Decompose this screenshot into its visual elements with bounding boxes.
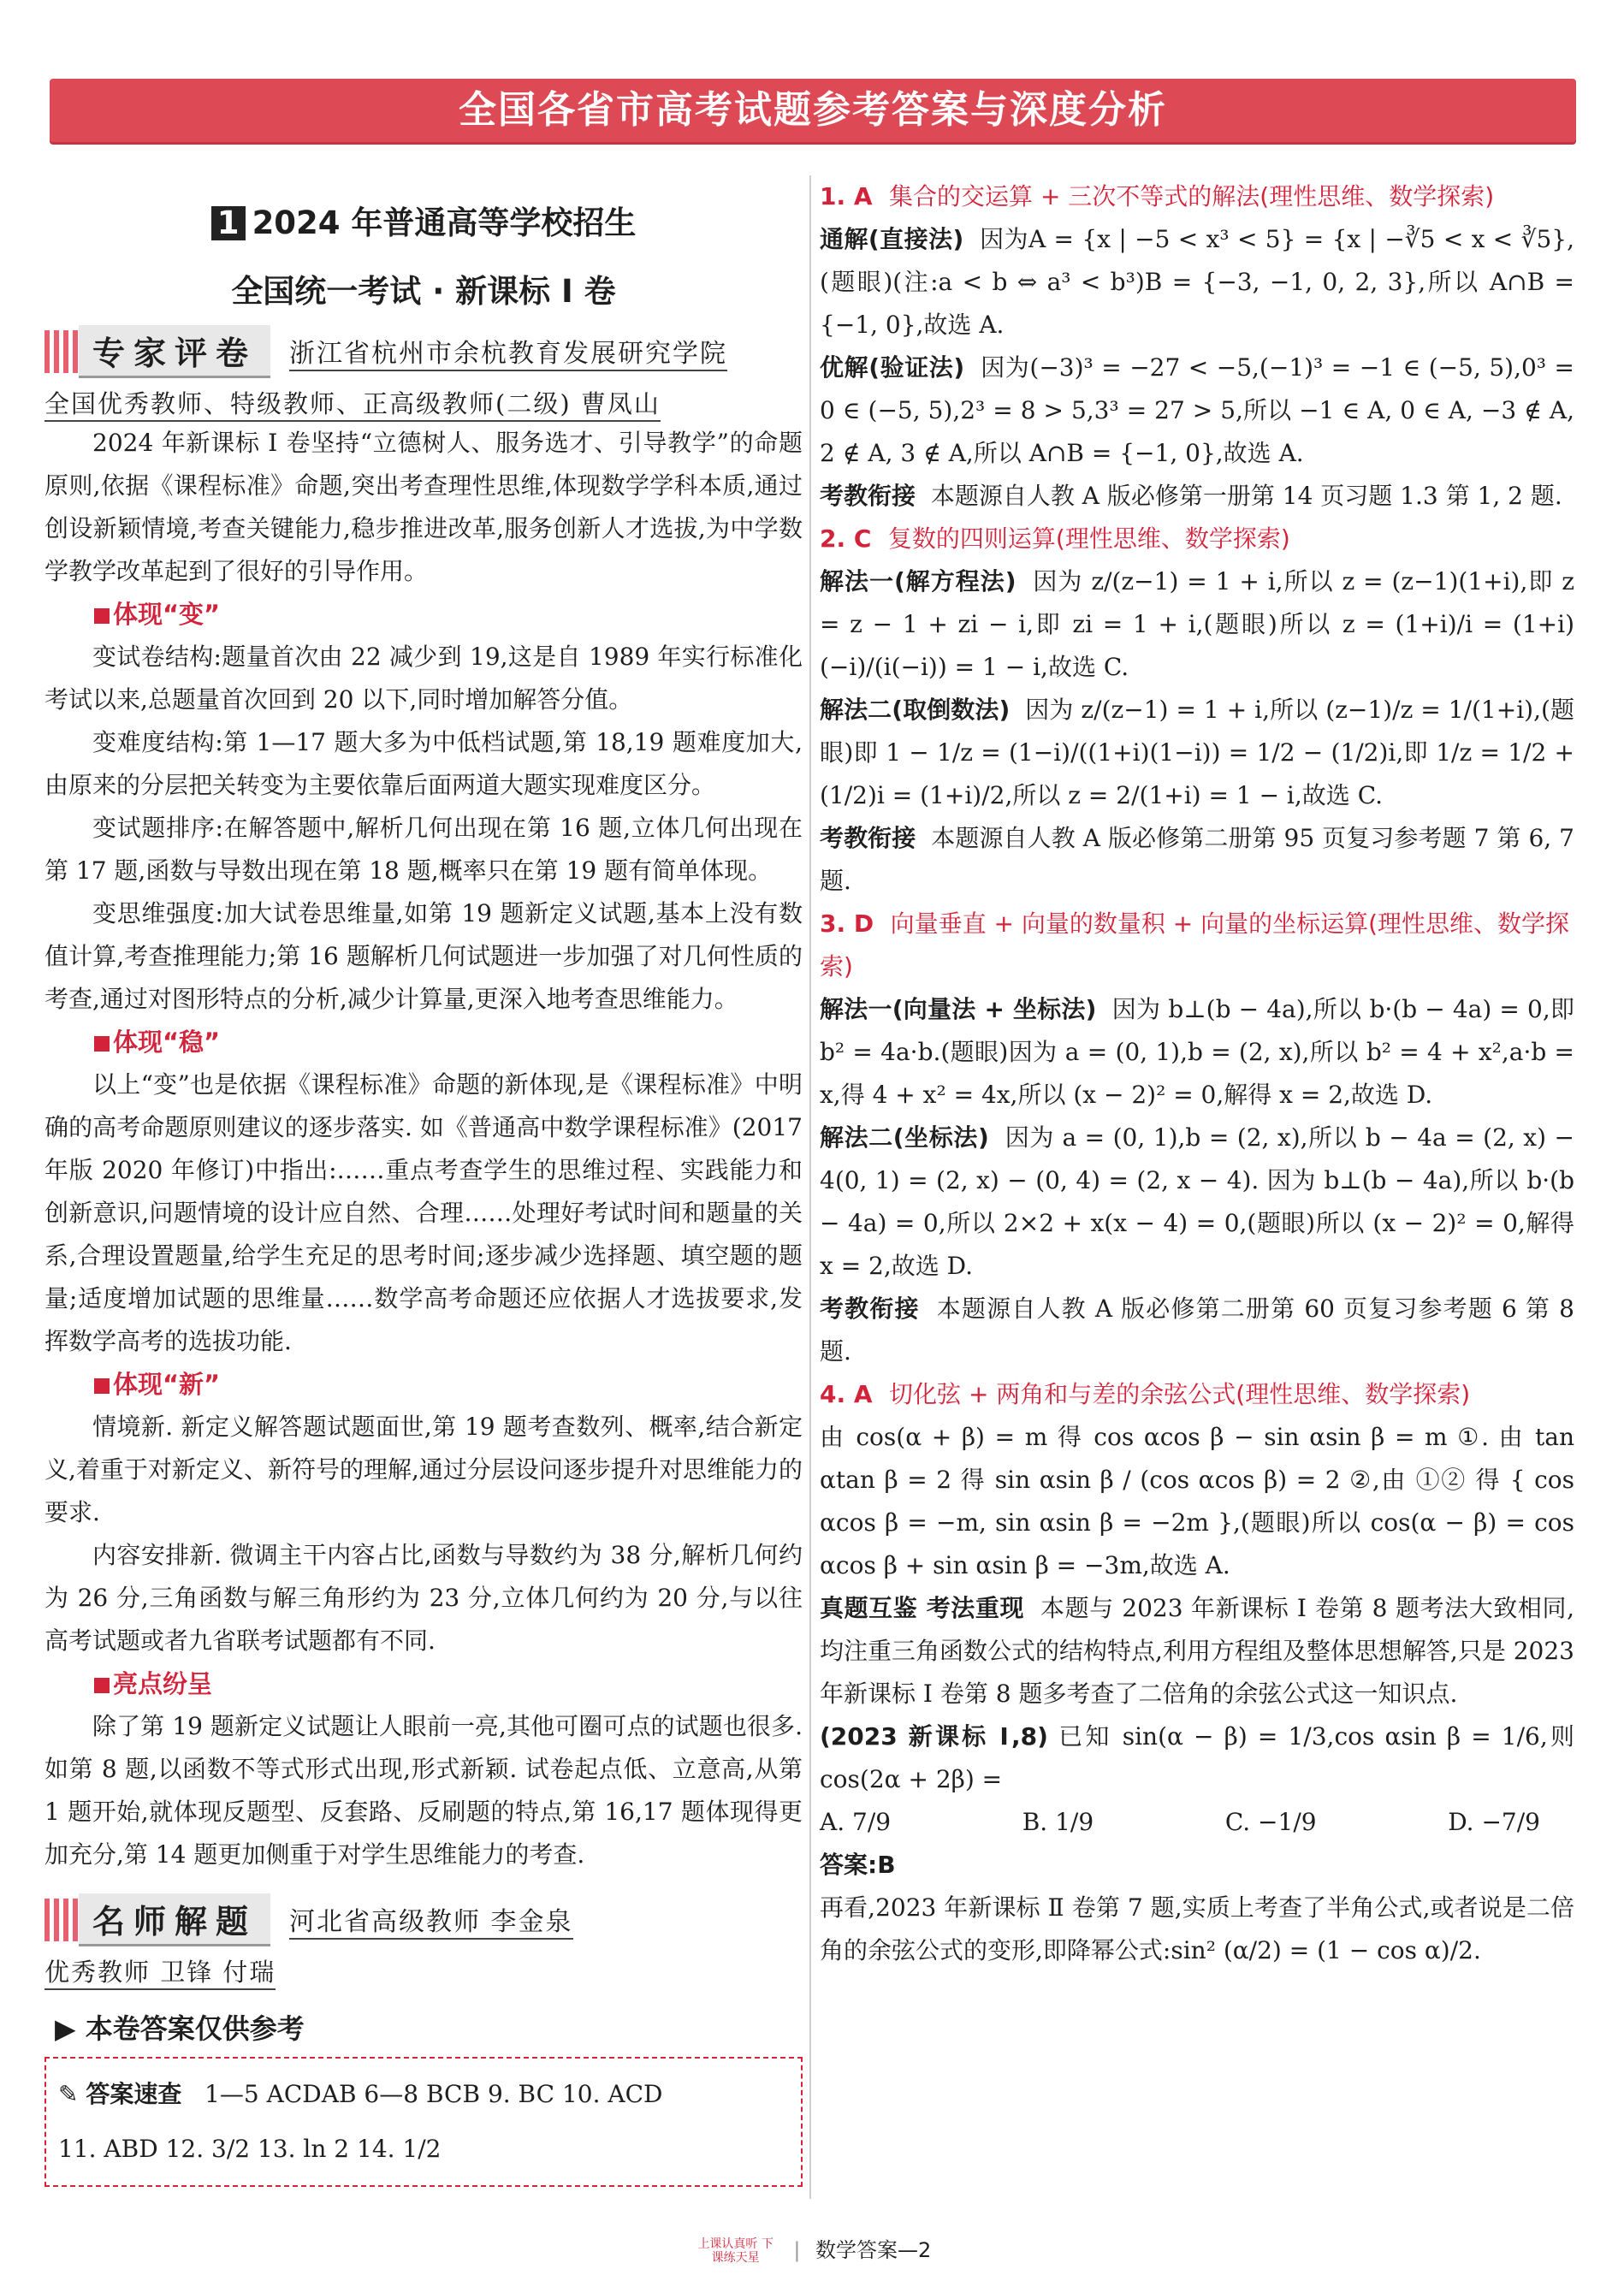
q4-example: (2023 新课标 Ⅰ,8) 已知 sin(α − β) = 1/3,cos αsin β = 1/6,则 cos(2α + 2β) = — [820, 1722, 1574, 1793]
q3-method2: 解法二(坐标法) 因为 a = (0, 1),b = (2, x),所以 b − 4a = (2, x) − 4(0, 1) = (2, x) − (0, 4) = (2, x − 4). 因为 b⊥(b − 4a),所以 b·(b − 4a) = 0,所以 2×2 + x(x − 4) = 0,(题眼)所以 (x − 2)² = 0,解得 x = 2,故选 D. — [820, 1123, 1574, 1280]
column-divider — [809, 175, 811, 2199]
paragraph: 变试卷结构:题量首次由 22 减少到 19,这是自 1989 年实行标准化考试以来,总题量首次回到 20 以下,同时增加解答分值。 — [44, 643, 803, 714]
q1-ref: 考教衔接 本题源自人教 A 版必修第一册第 14 页习题 1.3 第 1, 2 题. — [820, 482, 1562, 510]
option-b: B. 1/9 — [1022, 1808, 1094, 1836]
heading-new: 体现“新” — [94, 1363, 803, 1406]
paper-number: 1 — [211, 206, 246, 240]
q4-tail: 再看,2023 年新课标 Ⅱ 卷第 7 题,实质上考查了半角公式,或者说是二倍角的余弦公式的变形,即降幂公式:sin² (α/2) = (1 − cos α)/2. — [820, 1893, 1574, 1964]
answer-label: 答案速查 — [86, 2080, 182, 2108]
answer-box — [44, 2057, 803, 2187]
paragraph: 除了第 19 题新定义试题让人眼前一亮,其他可圈可点的试题也很多. 如第 8 题,以函数不等式形式出现,形式新颖. 试卷起点低、立意高,从第 1 题开始,就体现反题型、反套路、反刷题的特点,第 16,17 题体现得更加充分,第 14 题更加侧重于对学生思维能力的考查. — [44, 1712, 803, 1869]
teacher-authors: 优秀教师 卫锋 付瑞 — [44, 1953, 276, 1990]
expert-section-header — [44, 325, 803, 378]
page-banner: 全国各省市高考试题参考答案与深度分析 — [50, 79, 1576, 142]
q4-answer: 答案:B — [820, 1851, 896, 1879]
footer-logo: 上课认真听 下课练天星 — [697, 2237, 773, 2265]
q4-solution: 由 cos(α + β) = m 得 cos αcos β − sin αsin β = m ①. 由 tan αtan β = 2 得 sin αsin β / (cos αcos β) = 2 ②,由 ①② 得 { cos αcos β = −m, sin αsin β = −2m },(题眼)所以 cos(α − β) = cos αcos β + sin αsin β = −3m,故选 A. — [820, 1423, 1574, 1579]
q3-ref: 考教衔接 本题源自人教 A 版必修第二册第 60 页复习参考题 6 第 8 题. — [820, 1295, 1574, 1366]
q4-options — [820, 1801, 1574, 1844]
heading-bright: 亮点纷呈 — [94, 1662, 803, 1705]
heading-change: 体现“变” — [94, 593, 803, 636]
teacher-label: 名师解题 — [79, 1893, 270, 1946]
option-a: A. 7/9 — [820, 1808, 892, 1836]
expert-authors: 全国优秀教师、特级教师、正高级教师(二级) 曹凤山 — [44, 385, 661, 422]
paragraph: 变思维强度:加大试卷思维量,如第 19 题新定义试题,基本上没有数值计算,考查推理能力;第 16 题解析几何试题进一步加强了对几何性质的考查,通过对图形特点的分析,减少计算量,更深入地考查思维能力。 — [44, 899, 803, 1013]
q4-head: 4. A 切化弦 + 两角和与差的余弦公式(理性思维、数学探索) — [820, 1380, 1471, 1408]
q2-head: 2. C 复数的四则运算(理性思维、数学探索) — [820, 524, 1290, 553]
pencil-icon: ✎ — [58, 2080, 79, 2108]
paragraph: 情境新. 新定义解答题试题面世,第 19 题考查数列、概率,结合新定义,着重于对新定义、新符号的理解,通过分层设问逐步提升对思维能力的要求. — [44, 1413, 803, 1526]
q3-method1: 解法一(向量法 + 坐标法) 因为 b⊥(b − 4a),所以 b·(b − 4a) = 0,即 b² = 4a·b.(题眼)因为 a = (0, 1),b = (2, x),所以 b² = 4 + x²,a·b = x,得 4 + x² = 4x,所以 (x − 2)² = 0,解得 x = 2,故选 D. — [820, 995, 1574, 1109]
heading-stable: 体现“稳” — [94, 1021, 803, 1063]
expert-label: 专家评卷 — [79, 325, 270, 378]
stripe-decoration — [44, 330, 79, 373]
q2-method1: 解法一(解方程法) 因为 z/(z−1) = 1 + i,所以 z = (z−1)(1+i),即 z = z − 1 + zi − i,即 zi = 1 + i,(题眼)所以 z = (1+i)/i = (1+i)(−i)/(i(−i)) = 1 − i,故选 C. — [820, 567, 1574, 681]
q1-method1: 通解(直接法) 因为A = {x | −5 < x³ < 5} = {x | −∛5 < x < ∛5},(题眼)(注:a < b ⇔ a³ < b³)B = {−3, −1, 0, 2, 3},所以 A∩B = {−1, 0},故选 A. — [820, 225, 1574, 339]
q2-method2: 解法二(取倒数法) 因为 z/(z−1) = 1 + i,所以 (z−1)/z = 1/(1+i),(题眼)即 1 − 1/z = (1−i)/((1+i)(1−i)) = 1/2 − (1/2)i,即 1/z = 1/2 + (1/2)i = (1+i)/2,所以 z = 2/(1+i) = 1 − i,故选 C. — [820, 696, 1574, 809]
q4-compare: 真题互鉴 考法重现 本题与 2023 年新课标 Ⅰ 卷第 8 题考法大致相同,均注重三角函数公式的结构特点,利用方程组及整体思想解答,只是 2023 年新课标 Ⅰ 卷第 8 题多考查了二倍角的余弦公式这一知识点. — [820, 1594, 1574, 1708]
answer-row-1: ✎ 答案速查 1—5 ACDAB 6—8 BCB 9. BC 10. ACD — [58, 2080, 663, 2108]
answer-row-2: 11. ABD 12. 3/2 13. ln 2 14. 1/2 — [58, 2135, 442, 2163]
right-column — [820, 175, 1574, 1972]
q1-head: 1. A 集合的交运算 + 三次不等式的解法(理性思维、数学探索) — [820, 182, 1495, 210]
q3-head: 3. D 向量垂直 + 向量的数量积 + 向量的坐标运算(理性思维、数学探索) — [820, 909, 1570, 981]
expert-org: 浙江省杭州市余杭教育发展研究学院 — [289, 332, 727, 371]
option-c: C. −1/9 — [1224, 1808, 1317, 1836]
page-number: 数学答案—2 — [815, 2238, 932, 2262]
paragraph: 变难度结构:第 1—17 题大多为中低档试题,第 18,19 题难度加大,由原来的分层把关转变为主要依靠后面两道大题实现难度区分。 — [44, 728, 803, 799]
paragraph: 内容安排新. 微调主干内容占比,函数与导数约为 38 分,解析几何约为 26 分,三角函数与解三角形约为 23 分,立体几何约为 20 分,与以往高考试题或者九省联考试题都有不同. — [44, 1541, 803, 1655]
footer: 上课认真听 下课练天星 | 数学答案—2 — [0, 2233, 1624, 2265]
q1-method2: 优解(验证法) 因为(−3)³ = −27 < −5,(−1)³ = −1 ∈ (−5, 5),0³ = 0 ∈ (−5, 5),2³ = 8 > 5,3³ = 27 > 5,所以 −1 ∈ A, 0 ∈ A, −3 ∉ A, 2 ∉ A, 3 ∉ A,所以 A∩B = {−1, 0},故选 A. — [820, 353, 1574, 467]
q2-ref: 考教衔接 本题源自人教 A 版必修第二册第 95 页复习参考题 7 第 6, 7 题. — [820, 824, 1574, 895]
answer-note: ▶ 本卷答案仅供参考 — [55, 2012, 305, 2045]
teacher-org: 河北省高级教师 李金泉 — [289, 1900, 573, 1940]
option-d: D. −7/9 — [1448, 1808, 1540, 1836]
teacher-section-header — [44, 1893, 803, 1946]
expert-intro: 2024 年新课标 Ⅰ 卷坚持“立德树人、服务选才、引导教学”的命题原则,依据《课程标准》命题,突出考查理性思维,体现数学学科本质,通过创设新颖情境,考查关键能力,稳步推进改革,服务创新人才选拔,为中学数学教学改革起到了很好的引导作用。 — [44, 429, 803, 585]
stripe-decoration — [44, 1899, 79, 1941]
paragraph: 以上“变”也是依据《课程标准》命题的新体现,是《课程标准》中明确的高考命题原则建议的逐步落实. 如《普通高中数学课程标准》(2017 年版 2020 年修订)中指出:……重点考查学生的思维过程、实践能力和创新意识,问题情境的设计应自然、合理……处理好考试时间和题量的关系,合理设置题量,给学生充足的思考时间;逐步减少选择题、填空题的题量;适度增加试题的思维量……数学高考命题还应依据人才选拔要求,发挥数学高考的选拔功能. — [44, 1070, 803, 1355]
paper-title-line2: 全国统一考试 · 新课标 Ⅰ 卷 — [231, 273, 616, 310]
paper-title-line1: 1 2024 年普通高等学校招生 — [44, 197, 803, 243]
paragraph: 变试题排序:在解答题中,解析几何出现在第 16 题,立体几何出现在第 17 题,函数与导数出现在第 18 题,概率只在第 19 题有简单体现。 — [44, 814, 803, 885]
left-column — [44, 180, 803, 2187]
